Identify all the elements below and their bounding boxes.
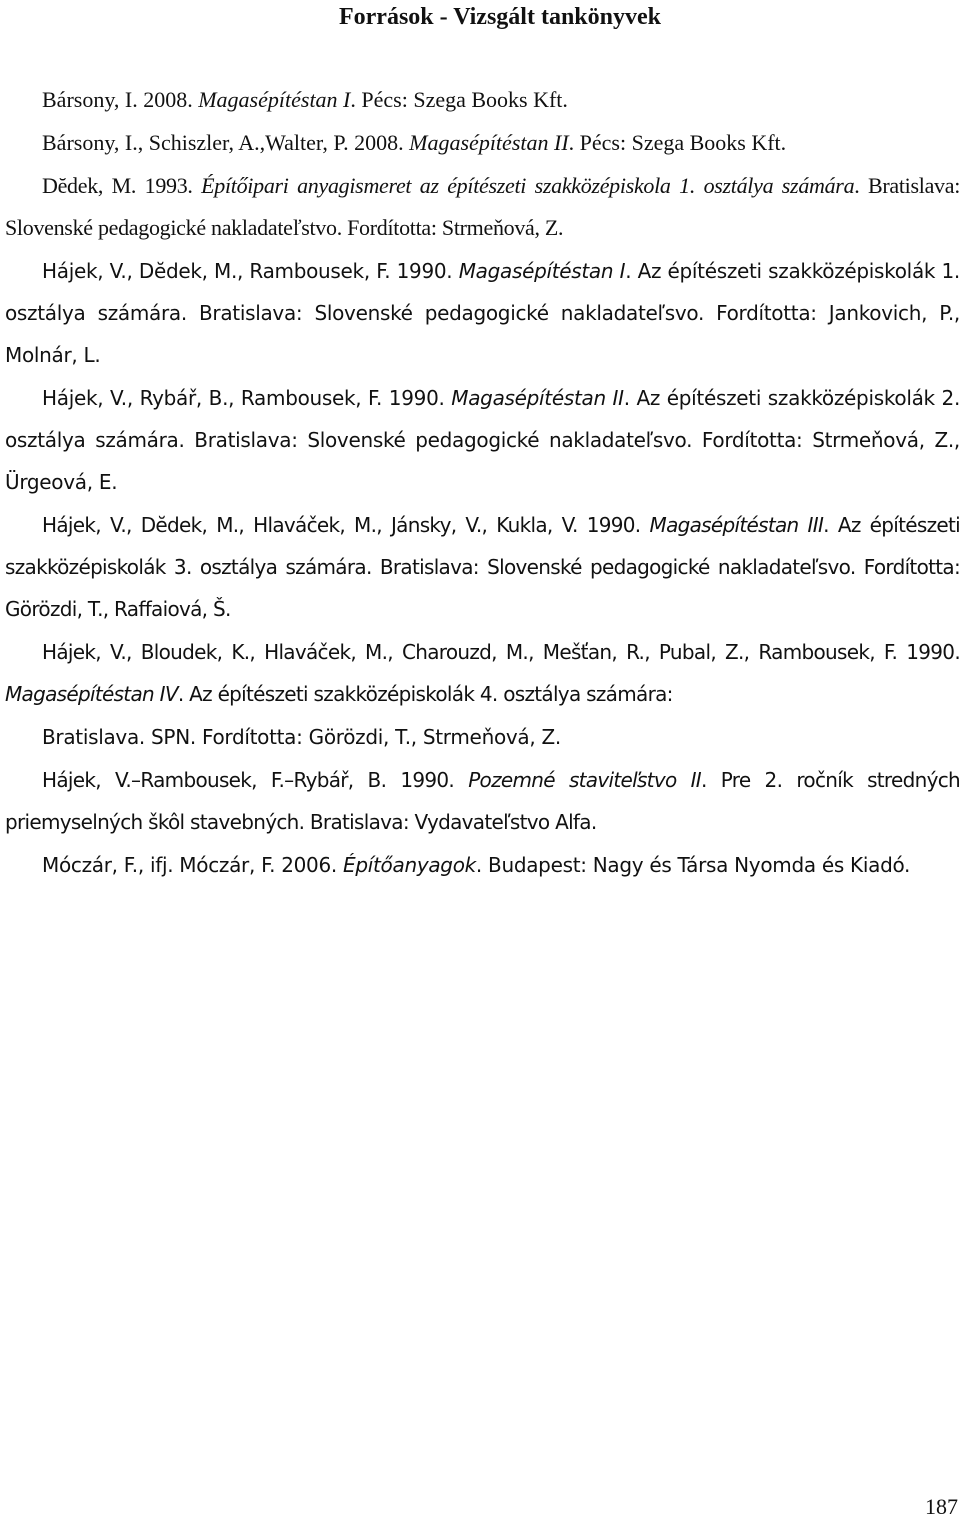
reference-authors: Hájek, V., Dĕdek, M., Hlaváček, M., Jánsky, V., Kukla, V. 1990.	[42, 513, 650, 537]
reference-details: . Az építészeti szakközépiskolák 2. osztálya számára. Bratislava: Slovenské pedagogické nakladateľsvo. Fordította: Strmeňová, Z., Ürgeová, E.	[5, 386, 960, 494]
page-number: 187	[925, 1494, 958, 1519]
reference-item	[5, 79, 960, 121]
reference-details: . Pécs: Szega Books Kft.	[568, 130, 787, 155]
reference-title: Magasépítéstan II	[451, 386, 624, 410]
reference-item	[5, 844, 960, 886]
reference-list	[5, 79, 960, 887]
reference-authors: Hájek, V.–Rambousek, F.–Rybář, B. 1990.	[42, 768, 469, 792]
reference-item	[5, 250, 960, 376]
reference-details: . Az építészeti szakközépiskolák 1. osztálya számára. Bratislava: Slovenské pedagogické nakladateľsvo. Fordította: Jankovich, P., Molnár, L.	[5, 259, 960, 367]
reference-authors: Hájek, V., Rybář, B., Rambousek, F. 1990.	[42, 386, 452, 410]
reference-item	[5, 122, 960, 164]
reference-details: . Az építészeti szakközépiskolák 4. osztálya számára:	[177, 682, 673, 706]
reference-authors: Dĕdek, M. 1993.	[42, 173, 202, 198]
reference-title: Építőanyagok	[343, 853, 476, 877]
reference-authors: Bársony, I., Schiszler, A.,Walter, P. 2008.	[42, 130, 410, 155]
reference-title: Magasépítéstan I	[198, 87, 351, 112]
reference-details: . Bratislava: Slovenské pedagogické nakladateľstvo. Fordította: Strmeňová, Z.	[5, 173, 960, 240]
reference-item	[5, 716, 960, 758]
reference-item	[5, 377, 960, 503]
reference-authors: Bratislava. SPN. Fordította: Görözdi, T., Strmeňová, Z.	[42, 725, 561, 749]
reference-authors: Hájek, V., Dĕdek, M., Rambousek, F. 1990.	[42, 259, 459, 283]
reference-title: Építőipari anyagismeret az építészeti szakközépiskola 1. osztálya számára	[201, 173, 855, 198]
reference-item	[5, 504, 960, 630]
reference-details: . Pécs: Szega Books Kft.	[350, 87, 568, 112]
reference-details: . Pre 2. ročník stredných priemyselných škôl stavebných. Bratislava: Vydavateľstvo Alfa.	[5, 768, 960, 834]
reference-authors: Bársony, I. 2008.	[42, 87, 199, 112]
reference-item	[5, 631, 960, 715]
reference-title: Magasépítéstan II	[409, 130, 569, 155]
reference-title: Magasépítéstan III	[649, 513, 824, 537]
reference-title: Magasépítéstan IV	[5, 682, 178, 706]
reference-item	[5, 165, 960, 249]
reference-title: Pozemné staviteľstvo II	[468, 768, 701, 792]
reference-item	[5, 759, 960, 843]
reference-details: . Az építészeti szakközépiskolák 3. osztálya számára. Bratislava: Slovenské pedagogické nakladateľsvo. Fordította: Görözdi, T., Raffaiová, Š.	[5, 513, 960, 621]
reference-authors: Hájek, V., Bloudek, K., Hlaváček, M., Charouzd, M., Mešťan, R., Pubal, Z., Rambousek, F. 1990.	[42, 640, 960, 664]
reference-details: . Budapest: Nagy és Társa Nyomda és Kiadó.	[475, 853, 911, 877]
reference-title: Magasépítéstan I	[458, 259, 626, 283]
reference-authors: Móczár, F., ifj. Móczár, F. 2006.	[42, 853, 344, 877]
page-heading: Források - Vizsgált tankönyvek	[338, 4, 661, 30]
